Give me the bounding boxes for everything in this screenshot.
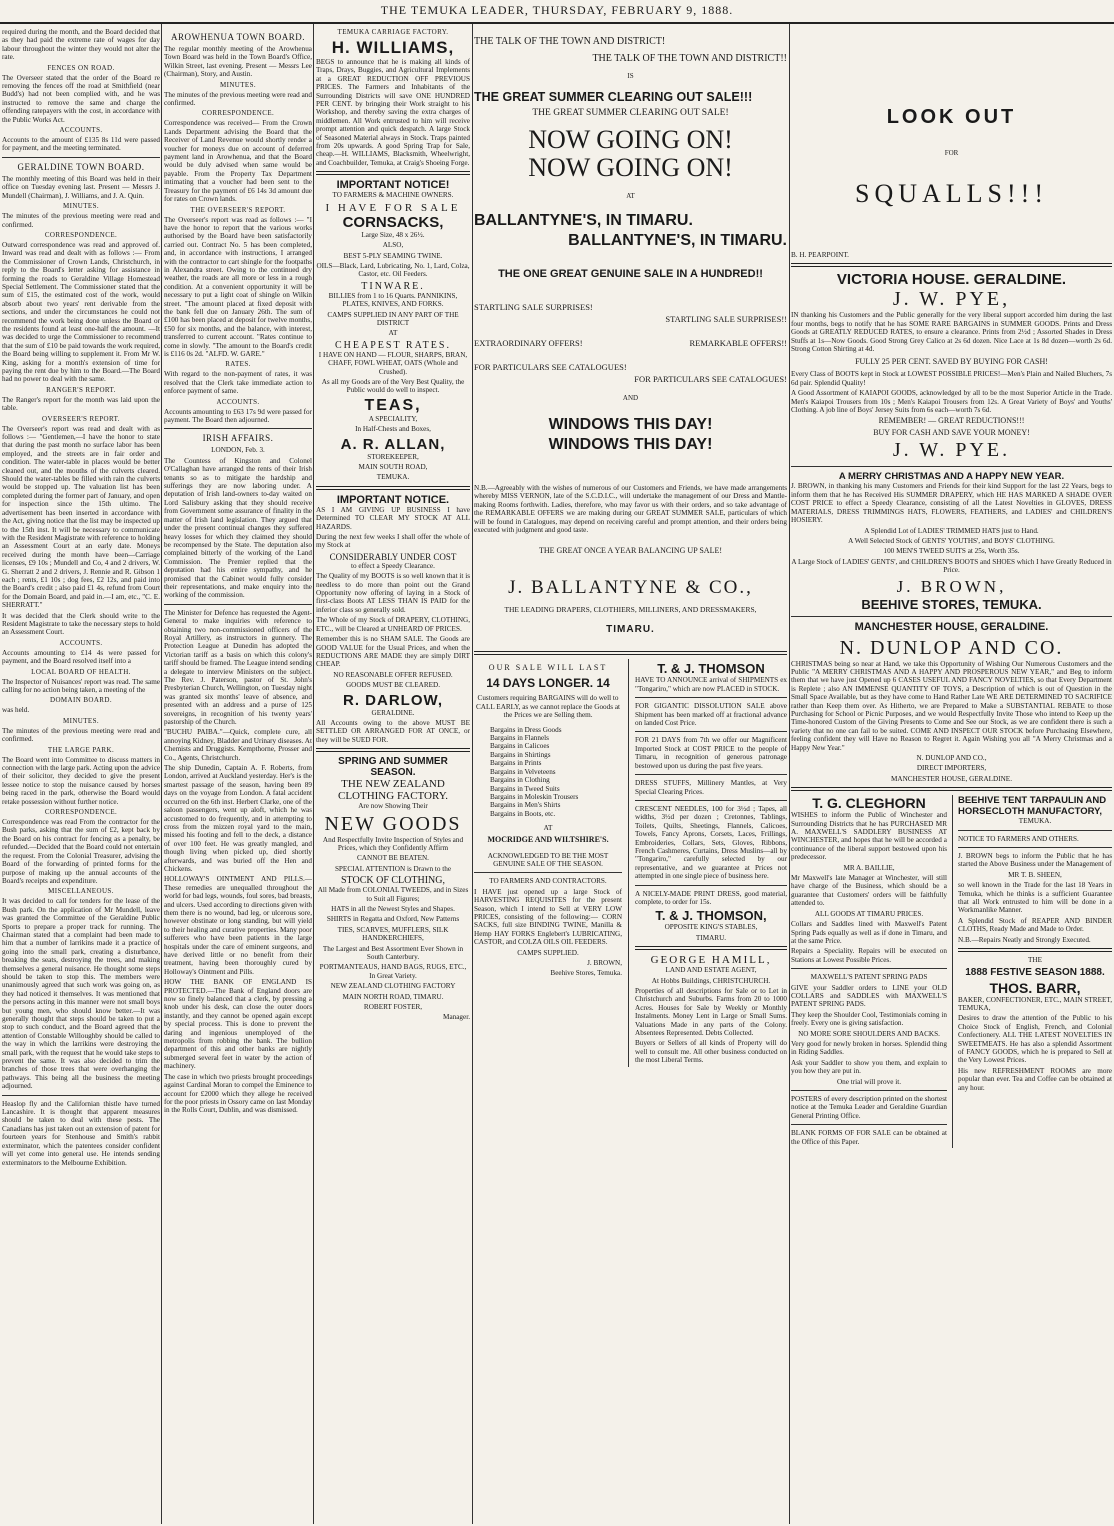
ad-text: All Accounts owing to the above MUST BE SETTLED OR ARRANGED FOR AT ONCE, or they will be SUED FOR. [316,718,470,744]
subheading: ACCOUNTS. [59,126,103,135]
ad-text: BEST 5-PLY SEAMING TWINE. [343,251,443,260]
ad-text: TIES, SCARVES, MUFFLERS, SILK HANDKERCHIEFS, [337,925,449,943]
ad-text: BAKER, CONFECTIONER, ETC., MAIN STREET, TEMUKA, [957,995,1112,1012]
ad-text: TEMUKA. [376,473,410,482]
paragraph: The Countess of Kingston and Colonel O'Callaghan have arranged the rents of their Irish tenants so as to mitigate the hardship and sufferings they are now laboring under. A deputation of Irish land-owners to-day waited on Lord Salisbury asking that they should receive from Government some assurance of finality in the matter of Irish land legislation. They argued that under the present continual changes they suffered heavy losses for which they claimed they should be recompensed by the State. The deputation also complained bitterly of the working of the Land Commission. The Premier replied that the deputation had his entire sympathy, and he promised that the Cabinet would fully consider their representations, and make enquiry into the working of the commission. [164,456,312,600]
ad-text: POSTERS of every description printed on the shortest notice at the Temuka Leader and Geraldine Guardian General Printing Office. [791,1095,947,1120]
ad-line: THE GREAT ONCE A YEAR BALANCING UP SALE! [538,546,723,556]
ad-text: TIMARU. [695,933,727,942]
ad-text: NO REASONABLE OFFER REFUSED. [333,670,453,679]
rule [635,731,787,732]
paragraph: HOLLOWAY'S OINTMENT AND PILLS.—These remedies are unequalled throughout the world for bad legs, wounds, foul sores, bad breasts, and ulcers. Used according to directions given with them there is no wound, bad leg, or ulcerous sore, however obstinate or long standing, but will yield to their healing and curative properties. Many poor sufferers who have been patients in the large hospitals under the care of eminent surgeons, and have derived little or no benefit from their treatment, having been thoroughly cured by Holloway's Ointment and Pills. [164,875,312,976]
subheading: ACCOUNTS. [59,638,103,647]
rule [635,697,787,698]
paragraph: The Overseer's report was read and dealt with as follows :— "Gentlemen,—I have the honor to state that during the past month no surface labor has been employed, and the streets are in fair order and condition. The water-table in places would be better cleaned out, and the mouths of the culverts cleared. Should the water-tables be filled with rain the culverts would be stopped up. The valuation list has been completed during the former part of January, and open for inspection since the 15th ultimo. The advertisement has been inserted in accordance with the Act, giving notice that the list may be inspected up to the 15th inst. It will be necessary to communicate with the Resident Magistrate with reference to holding an Assessment Court at an early date. Moneys received during the month have been—Carriage licenses, £9 10s ; Mundell and Co, 4 and 2 drivers, W. G. Sherratt 2 and 2 drivers, J. Rennie and R. Gibson 1 each ; rents, £1 10s ; dog fees, £2 12s, and paid into the Board's credit ; also paid £1 4s, refund from Court for the Domain Board, and paid in.—I am, etc., "C. E. SHERRATT." [2,424,160,610]
column-3 [316,28,470,1024]
list-item: Bargains in Tweed Suits [490,784,560,793]
ad-text: Are now Showing Their [358,802,428,811]
ad-line: THE TALK OF THE TOWN AND DISTRICT! [474,36,666,47]
ad-text: A Splendid Lot of LADIES' TRIMMED HATS just to Hand. [864,526,1039,535]
mocridge-ad [474,659,622,1066]
rule [635,946,787,950]
ad-title: J. W. PYE. [892,439,1011,462]
paragraph: The Minister for Defence has requested the Agent-General to make inquiries with reference to obtaining two non-commissioned officers of the Royal Artillery, as instructors in gunnery. The Protection League at Dunedin has adopted the Victorian tariff as a basis on which this colony's tariff should be framed. The League intend sending a delegate to interview Ministers on the subject. The Rev. J. Paterson, pastor of St. John's Presbyterian Church, Wellington, on Tuesday night was granted six months' leave of absence, and presented with an address and a purse of 125 sovereigns, in recognition of his twenty years' pastorship of the Church. [164,608,312,727]
ad-title: THE GREAT SUMMER CLEARING OUT SALE!!! [474,90,753,104]
ad-text: The Whole of my Stock of DRAPERY, CLOTHING, ETC., will be Cleared at UNHEARD OF PRICES. [316,616,470,633]
column-rule [313,24,314,1524]
bargain-list [490,726,622,818]
ad-text: Very good for newly broken in horses. Splendid thing in Riding Saddles. [791,1039,947,1057]
ad-text: NO MORE SORE SHOULDERS AND BACKS. [798,1029,940,1038]
ad-text: WISHES to inform the Public of Winchester and Surrounding Districts that he has PURCHASED MR A. MAXWELL'S SADDLERY BUSINESS AT WINCHESTER, and hopes that he will be accorded a continuance of the liberal support bestowed upon his predecessor. [791,811,947,862]
ad-text: Large Size, 48 x 26½. [361,230,425,239]
ad-heading: TEMUKA CARRIAGE FACTORY. [337,28,449,36]
ad-line: FULLY 25 PER CENT. SAVED BY BUYING FOR CASH! [855,357,1048,367]
rule [791,1124,947,1125]
ad-text: J. BROWN begs to inform the Public that he has started the Above Business under the Management of [957,852,1112,869]
ad-line: THE TALK OF THE TOWN AND DISTRICT!! [592,53,787,64]
ad-text: CONSIDERABLY UNDER COST [329,551,457,562]
rule [164,604,312,605]
ad-text: Every Class of BOOTS kept in Stock at LOWEST POSSIBLE PRICES!—Men's Plain and Nailed Bluchers, 7s 6d pair. Splendid Quality! [791,370,1112,387]
subheading: CORRESPONDENCE. [44,230,118,239]
ad-text: B. H. PEARPOINT. [791,251,849,259]
ad-text: A Well Selected Stock of GENTS' YOUTHS', and BOYS' CLOTHING. [848,536,1055,545]
ad-line: BUY FOR CASH AND SAVE YOUR MONEY! [873,428,1030,438]
ad-text: OPPOSITE KING'S STABLES, [664,923,758,932]
paragraph: The case in which two priests brought proceedings against Cardinal Moran to compel the Eminence to account for £2000 which they allege he received for the poor priests in Ossory came on last Monday in the Rolls Court, Dublin, and was dismissed. [164,1072,312,1115]
ad-text: DIRECT IMPORTERS, [916,764,987,773]
ad-line: STARTLING SALE SURPRISES!! [665,314,787,324]
masthead: THE TEMUKA LEADER, THURSDAY, FEBRUARY 9, 1888. [0,0,1114,24]
rule [474,651,787,655]
rule [958,948,1112,952]
ad-title: STOCK OF CLOTHING, [341,875,445,887]
ad-title: WINDOWS THIS DAY! [548,436,713,453]
column-rule [952,795,953,1148]
list-item: Bargains in Shirtings [490,750,551,759]
ad-title: BEEHIVE STORES, TEMUKA. [861,596,1042,612]
ad-text: All Made from COLONIAL TWEEDS, and in Sizes to Suit all Figures; [317,886,469,903]
list-item: Bargains in Calicoes [490,742,550,751]
ad-text: TO FARMERS & MACHINE OWNERS. [332,191,454,200]
subheading: CORRESPONDENCE. [44,808,118,817]
ad-text: The Quality of my BOOTS is so well known that it is needless to do more than point out the Grand Opportunity now offering of laying in a Stock of first-class Boots AT LESS THAN IS PAID for the inferior class so generally sold. [316,572,470,614]
ad-text: MR A. BAILLIE, [843,863,895,872]
paragraph: The minutes of the previous meeting were read and confirmed. [164,90,312,108]
ad-line: IS [627,72,634,80]
ad-line: STARTLING SALE SURPRISES! [474,302,593,312]
rule [316,486,470,490]
ad-title: LOOK OUT [886,106,1017,128]
split-row [474,659,787,1066]
rule [791,616,1112,617]
subheading: DOMAIN BOARD. [50,696,112,705]
ad-text: GOODS MUST BE CLEARED. [345,681,441,690]
ad-title: BEEHIVE TENT TARPAULIN AND HORSECLOTH MANUFACTORY, [957,795,1107,818]
rule [474,872,622,873]
paragraph: The monthly meeting of this Board was held in their office on Tuesday evening last. Present — Messrs J. Mundell (Chairman), J. Williams, and J. A. Quin. [2,174,160,200]
ad-title: NOW GOING ON! [528,125,733,154]
rule [2,157,160,158]
ad-title: A MERRY CHRISTMAS AND A HAPPY NEW YEAR. [838,471,1065,483]
ad-text: They keep the Shoulder Cool, Testimonials coming in freely. Every one is giving satisfaction. [791,1010,947,1028]
ad-text: OILS—Black, Lard, Lubricating, No. 1, Lard, Colza, Castor, etc. Oil Feeders. [316,261,470,279]
ad-title: N. DUNLOP AND CO. [839,636,1064,659]
ad-title: T. & J. THOMSON [657,661,765,677]
paragraph: Correspondence was received— From the Crown Lands Department advising the Board that the Receiver of Land Revenue would shortly render a voucher for moneys due on account of deferred payment land in Arowhenua, and that the Board would be duly advised when same would be payable. From the Property Tax Department intimating that a voucher had been sent to the Treasury for the payment of £6 14s 3d amount due for rates on Crown lands. [164,119,312,204]
rule [316,171,470,175]
ad-title: MOCRIDGE AND WILTSHIRE'S. [487,834,609,844]
ad-text: FOR 21 DAYS from 7th we offer our Magnificent Imported Stock at COST PRICE to the people of Timaru, in recognition of generous patronage bestowed upon us during the past five years. [635,736,787,770]
ad-text: N. DUNLOP AND CO., [916,754,987,762]
rule [958,830,1112,831]
ad-title: 14 DAYS LONGER. 14 [486,676,610,691]
ad-text: A Large Stock of LADIES' GENTS', and CHILDREN'S BOOTS and SHOES which I have Greatly Reduced in Price. [791,557,1112,575]
ad-text: Manager. [443,1013,470,1022]
list-item: Bargains in Velveteens [490,767,556,776]
column-rule [789,24,790,1524]
ad-text: I HAVE ON HAND — FLOUR, SHARPS, BRAN, CHAFF, FOWL WHEAT, OATS (Whole and Crushed). [318,350,468,376]
ad-text: MANCHESTER HOUSE, GERALDINE. [891,774,1012,783]
ad-text: During the next few weeks I shall offer the whole of my Stock at [316,533,470,550]
column-4 [474,28,787,1067]
column-5 [791,28,1112,1148]
paragraph: The Ranger's report for the month was laid upon the table. [2,395,160,413]
paragraph: The ship Dunedin, Captain A. F. Roberts, from London, arrived at Auckland yesterday. Her's is the smartest passage of the season, having been 89 days on the voyage from London. A fatal accident occurred on the 6th inst. Herbert Clarke, one of the saloon passengers, went up aloft, which he was accustomed to do frequently, and in attempting to cross from the mizzen royal yard to the main, missed his footing and fell to the deck, a distance of over 100 feet. He was greatly mangled, and though living when picked up, died shortly afterwards, and was buried off the Hen and Chickens. [164,764,312,873]
ad-text: DRESS STUFFS, Millinery Mantles, at Very Special Clearing Prices. [635,779,787,796]
rule [791,466,1112,467]
rule [164,428,312,429]
column-rule [161,24,162,1524]
ad-text: MR T. B. SHEEN, [1008,870,1062,879]
rule [635,774,787,775]
ad-title: NEW GOODS [324,812,462,835]
subheading: MINUTES. [219,80,257,89]
rule [635,885,787,886]
ad-text: BLANK FORMS OF FOR SALE can be obtained at the Office of this Paper. [791,1129,947,1146]
list-item: Bargains in Boots, etc. [490,809,556,818]
ad-line: THE LEADING DRAPERS, CLOTHIERS, MILLINERS, AND DRESSMAKERS, [504,605,757,615]
ad-text: AT [543,824,553,833]
subheading: RANGER'S REPORT. [46,385,116,394]
list-item: Bargains in Dress Goods [490,725,562,734]
ad-text: MAIN NORTH ROAD, TIMARU. [342,992,444,1001]
ad-text: Desires to draw the attention of the Public to his Choice Stock of English, French, and Colonial Confectionery. ALL THE LATEST NOVELTIES IN SWEETMEATS. He has also a splendid Assortment of FANCY GOODS, which he is prepared to Sell at the Very Lowest Prices. [957,1014,1112,1065]
rule [791,1090,947,1091]
ad-text: BEGS to announce that he is making all kinds of Traps, Drays, Buggies, and Agricultural Implements at a GREAT REDUCTION OFF PREVIOUS PRICES. The Farmers and Inhabitants of the Surrounding Districts will save ONE HUNDRED PER CENT. by bringing their Work straight to his Workshop, and thereby saving the extra charges of middlemen. All Work entrusted to him will receive prompt attention and quick despatch. A large Stock of Seasoned Material always in Stock. Traps painted from 20s upwards. A good Spring Trap for Sale, cheap.—H. WILLIAMS, Blacksmith, Wheelwright, and Coachbuilder, Temuka, at Craig's Shoeing Forge. [316,58,470,167]
ad-title: J. W. PYE, [892,288,1011,311]
column-rule [472,24,473,1524]
ad-title: THE ONE GREAT GENUINE SALE IN A HUNDRED!! [498,268,763,280]
paragraph: Outward correspondence was read and approved of. Inward was read and dealt with as follows :— From the Commissioner of Crown Lands, Christchurch, in reply to the Board's letter asking for assistance in forming the roads to Geraldine Village Homestead Special Settlement. The Commissioner stated that the sum of £15, the estimated cost of the work, would absorb about two years' rent derivable from the sections, and under the circumstances he could not recommend the work being done unless the Board or the residents found at least one-half the amount. —It was decided to urge the Commissioner to recommend that the sum of £10 be paid towards the work required, the Board being willing to supplement it. From Mr W. King, asking for a month's extension of time for paying the rent due by him to the Board.—The Board had no power to deal with the same. [2,240,160,384]
article-title: GERALDINE TOWN BOARD. [17,161,145,172]
ad-text: CAMPS SUPPLIED. [517,948,579,957]
tent-ad [958,795,1112,1148]
ad-text: CRESCENT NEEDLES, 100 for 3½d ; Tapes, all widths, 3½d per dozen ; Cretonnes, Tablings, Toilets, Quilts, Sheetings, Flannels, Calicoes, Towels, Fancy Aprons, Corsets, Laces, Frillings, Embroideries, Collars, Sets, Gloves, Ribbons, French Cashmeres, Curtains, Dress Muslins—all by "Tongariro," carefully selected by our representative, and we guarantee at Prices not attempted in one single piece of business here. [635,804,787,881]
ad-text: Customers requiring BARGAINS will do well to CALL EARLY, as we cannot replace the Goods at the Prices we are Selling them. [476,694,621,720]
ad-text: so well known in the Trade for the last 18 Years in Temuka, which he thinks is a sufficient Guarantee that all Work entrusted to him will be done in a Workmanlike Manner. [957,881,1112,915]
split-row [791,795,1112,1148]
subheading: THE OVERSEER'S REPORT. [190,205,286,214]
ad-text: Collars and Saddles lined with Maxwell's Patent Spring Pads equally as well as if done in Timaru, and at the same Price. [791,920,947,945]
ad-text: CHRISTMAS being so near at Hand, we take this Opportunity of Wishing Our Numerous Customers and the Public "A MERRY CHRISTMAS AND A HAPPY AND PROSPEROUS NEW YEAR," and Beg to inform them that we have just Opened up 6 CASES USEFUL AND FANCY NOVELTIES, so that Every Department is Replete ; also AN IMMENSE QUANTITY OF TOYS, a Description of which is out of Question in the Small Space Available, but as they have come to Hand Rather Late WE ARE DETERMINED TO SACRIFICE rather than Keep them over. As Hitherto, we are Prepared to Make a SUBSTANTIAL REBATE to those Purchasing for School or Picnic Purposes, and we would Respectfully Invite Those who intend to Keep up the Time-honored Custom of the Giving Presents to Come and See our Stock, as we are confident there is such a variety that no one can fail to be suited. COME AND INSPECT OUR STOCK before Purchasing Elsewhere, feeling confident they will Have no Reason to Regret it. Again Wishing you all "A Merry Christmas and a Happy New Year." [791,659,1112,752]
ad-text: CANNOT BE BEATEN. [357,854,429,863]
ad-title: NOW GOING ON! [528,153,733,182]
ad-title: TIMARU. [606,624,655,636]
ad-title: T. G. CLEGHORN [812,795,926,812]
cleghorn-ad [791,795,947,1148]
paragraph: The regular monthly meeting of the Arowhenua Town Board was held in the Town Board's Office, Wilkin Street, last evening. Present — Messrs Lee (Chairman), Story, and Austin. [164,45,312,79]
ad-text: GIVE your Saddler orders to LINE your OLD COLLARS and SADDLES with MAXWELL'S PATENT SPRING PADS. [791,983,947,1009]
subheading: MISCELLANEOUS. [48,887,114,896]
ad-title: TEAS, [364,396,422,414]
paragraph: "BUCHU PAIBA."—Quick, complete cure, all annoying Kidney, Bladder and Urinary diseases. At Chemists and Druggists. Kempthorne, Prosser and Co., Agents, Christchurch. [164,728,312,762]
ad-text: EXTRAORDINARY OFFERS! [474,338,583,348]
ad-line: FOR PARTICULARS SEE CATALOGUES! [474,362,627,372]
paragraph: The minutes of the previous meeting were read and confirmed. [2,726,160,744]
ad-text: Remember this is no SHAM SALE. The Goods are GOOD VALUE for the Usual Prices, and when the REDUCTIONS ARE MADE they are simply DIRT CHEAP. [316,635,470,669]
paragraph: Heaslop fly and the Californian thistle have turned Lancashire. It is thought that apparent measures should be taken to deal with these pests. The Canadians has just taken out an extension of patent for fourteen years for Stenhouse and Smith's rabbit exterminator, which the patentees consider confident will yet come into general use. He intends sending exterminators to the Melbourne Exhibition. [2,1099,160,1167]
column-1 [2,28,160,1169]
ad-title: CORNSACKS, [342,213,444,231]
rule [2,1095,160,1096]
ad-text: MAIN SOUTH ROAD, [358,463,428,471]
ad-line: OUR SALE WILL LAST [488,663,608,673]
ad-text: Beehive Stores, Temuka. [550,969,623,978]
ad-text: J. BROWN, [587,959,623,967]
ad-text: PORTMANTEAUS, HAND BAGS, RUGS, ETC., In Great Variety. [319,963,467,980]
ad-title: WINDOWS THIS DAY! [548,416,713,433]
ad-text: LAND AND ESTATE AGENT, [665,966,757,975]
ad-text: HATS in all the Newest Styles and Shapes. [331,905,455,913]
ad-line: FOR PARTICULARS SEE CATALOGUES! [634,374,787,384]
paragraph: The Inspector of Nuisances' report was read. The same calling for no action being taken, a meeting of the [2,677,160,694]
ad-line: AT [626,192,635,200]
ad-line: AND [622,394,639,402]
list-item: Bargains in Flannels [490,734,549,743]
ad-text: Repairs a Speciality. Repairs will be executed on Stations at Lowest Possible Prices. [791,947,947,964]
ad-text: 100 MEN'S TWEED SUITS at 25s, Worth 35s. [883,547,1020,556]
ad-text: GERALDINE. [371,708,415,717]
paragraph: HOW THE BANK OF ENGLAND IS PROTECTED.—The Bank of England doors are now so finely balanced that a clerk, by pressing a knob under his desk, can close the outer doors instantly, and they cannot be opened again except by special process. This is done to prevent the daring and ingenious unemployed of the metropolis from robbing the bank. The bullion department of this and other banks are nightly submerged several feet in water by the action of machinery. [164,978,312,1071]
rule [791,968,947,969]
ad-title: J. BALLANTYNE & CO., [508,577,753,599]
article-title: AROWHENUA TOWN BOARD. [171,32,305,42]
ad-text: The Largest and Best Assortment Ever Shown in South Canterbury. [322,944,464,962]
ad-title: MANCHESTER HOUSE, GERALDINE. [854,620,1049,633]
ad-text: His new REFRESHMENT ROOMS are more popular than ever. Tea and Coffee can be obtained at any hour. [957,1066,1112,1092]
ad-text: FOR GIGANTIC DISSOLUTION SALE above Shipment has been marked off at fractional advance on landed Cost Price. [635,702,787,728]
paragraph: The Overseer stated that the order of the Board re removing the fences off the road at Smithfield (near Budd's) had not been complied with, and he was instructed to remove the same and charge the offending ratepayers with the cost, in accordance with the Public Works Act. [2,73,160,124]
list-item: Bargains in Moleskin Trousers [490,792,579,801]
paragraph: It was decided to call for tenders for the lease of the Bush park. On the application of Mr Mundell, leave was granted the Committee of the Geraldine Public Sports to prepare a proper track for running. The Chairman stated that a complaint had been made to him that a number of larrikins made it a practice of going into the small park, creating a disturbance, breaking the seats, destroying the trees, and making themselves a general nuisance. He thought some steps should be taken to stop this. The members were unanimously agreed that such work was going on, as they had noticed it themselves. It was mentioned that the persons acting in this manner were not small boys but young men, who should know better.—It was generally thought that steps should be taken to put a stop to such conduct, and the Board agreed that the attention of Constable Willoughby should be called to the way in which the larrikins were destroying the small park, with the request that he would take steps to prevent the same. It was also decided to trim the branches of those trees that were overhanging the pathways. This being all the business the meeting adjourned. [2,897,160,1091]
paragraph: The minutes of the previous meeting were read and confirmed. [2,212,160,229]
ad-text: A Splendid Stock of REAPER AND BINDER CLOTHS, Ready Made and Made to Order. [957,916,1112,934]
ad-title: BALLANTYNE'S, IN TIMARU. [568,232,787,249]
ad-text: N.B.—Agreeably with the wishes of numerous of our Customers and Friends, we have made arrangements whereby MISS VERNON, late of the S.C.D.I.C., will undertake the management of our Dress and Mantle-making Rooms forthwith. Ladies, therefore, who may favor us with their orders, and so take advantage of the REMARKABLE OFFERS we are making during our GREAT SUMMER SALE, particulars of which will be found in Catalogues, may depend on receiving careful and prompt attention, and their orders being executed with judgment and good taste. [474,484,787,535]
ad-text: SHIRTS in Regatta and Oxford, New Patterns [326,915,460,924]
subheading: MINUTES. [62,202,100,211]
list-item: Bargains in Prints [490,759,542,768]
ad-text: I HAVE FOR SALE [325,201,461,214]
list-item: Bargains in Clothing [490,776,550,785]
ad-title: R. DARLOW, [343,691,443,709]
ad-title: H. WILLIAMS, [331,38,455,57]
ad-line: FOR [944,149,959,157]
ad-title: 1888 FESTIVE SEASON 1888. [965,966,1105,978]
ad-text: to effect a Speedy Clearance. [351,561,435,570]
paragraph: Accounts amounting to £63 17s 9d were passed for payment. The Board then adjourned. [164,407,312,425]
ad-text: J. BROWN, in thanking his many Customers and Friends for their kind Support for the last 22 Years, begs to inform them that he has Received His SUMMER DRAPERY, which HE HAS MARKED A SHADE OVER COST PRICE to effect a Speedy Clearance, consisting of all the Latest Novelties in GLOVES, DRESS MATERIALS, DRESS TRIMMINGS HATS, FLOWERS, FEATHERS, and LADIES' and CHILDREN'S HOSIERY. [791,482,1112,525]
subheading: ACCOUNTS. [216,397,260,406]
ad-title: A. R. ALLAN, [340,435,446,453]
ad-text: A SPECIALITY, [368,414,418,423]
paragraph: Accounts to the amount of £135 8s 11d were passed for payment, and the meeting terminated. [2,136,160,153]
ad-title: T. & J. THOMSON, [655,908,767,924]
rule [635,800,787,801]
rule [316,748,470,752]
ad-text: SPECIAL ATTENTION is Drawn to the [334,864,452,873]
ad-text: AS I AM GIVING UP BUSINESS I have Determined TO CLEAR MY STOCK AT ALL HAZARDS. [316,505,470,531]
subheading: RATES. [225,360,251,369]
ad-text: N.B.—Repairs Neatly and Strongly Executed. [957,935,1091,944]
ad-line: THE GREAT SUMMER CLEARING OUT SALE! [532,108,729,118]
paragraph: The Overseer's report was read as follows :— "I have the honor to report that the various works authorised by the Board have been satisfactorily carried out. Contract No. 5 has been completed, and, in accordance with instructions, I arranged with the contractor to cart shingle for the footpaths in Alexandra street. Owing to the continued dry weather, the roads are all more or less in a rough condition. At a convenient opportunity it will be necessary to put a light coat of shingle on Wilkin street. "The amount placed at fixed deposit with the bank fell due on January 26th. The sum of £100 has been placed at deposit for twelve months, £50 for six months, and the balance, with interest, transferred to current account. "Rates continue to come in slowly. "The amount to the Board's credit is £116 0s 2d. "ALFD. W. GARE." [164,215,312,358]
rule [958,847,1112,848]
ad-text: A Good Assortment of KAIAPOI GOODS, acknowledged by all to be the most Superior Article in the Trade. Men's Kaiapoi Trousers from 10s ; Men's Kaiapoi Trousers from 12s. A Great Variety of Boys' and Youths' Clothing. A job line of Boys' Jersey Suits from 6s each—worth 7s 6d. [791,389,1112,415]
ad-text: HAVE TO ANNOUNCE arrival of SHIPMENTS ex "Tongariro," which are now PLACED in STOCK. [635,676,787,693]
subheading: FENCES ON ROAD. [47,63,115,72]
ad-text: IN thanking his Customers and the Public generally for the very liberal support accorded him during the last four months, begs to notify that he has SOME RARE BARGAINS in SUMMER GOODS. Prints and Dress Goods at GREATLY REDUCED RATES, to ensure a clearance. Prints from 2½d ; Assorted Shades in Dress Stuffs at 1s—Now Goods. Good Strong Grey Calico at 2s 6d dozen. Nice Lace at 1s 8d dozen—worth 2s 6d. Strong Cotton Shirting at 4d. [791,311,1112,354]
ad-text: I HAVE just opened up a large Stock of HARVESTING REQUISITES for the present Season, which I intend to Sell at VERY LOW PRICES, consisting of the following:— CORN SACKS, full size BINDING TWINE, Manilla & Hemp HAY FORKS Englebert's LUBRICATING, CASTOR, and COLZA OILS OIL FEEDERS. [474,887,623,947]
ad-title: BALLANTYNE'S, IN TIMARU. [474,212,693,229]
ad-text: ACKNOWLEDGED TO BE THE MOST GENUINE SALE OF THE SEASON. [487,851,609,868]
ad-title: SPRING AND SUMMER SEASON. [338,756,448,779]
ad-text: Buyers or Sellers of all kinds of Property will do well to consult me. All other business conducted on the most Liberal Terms. [635,1039,787,1065]
ad-text: A NICELY-MADE PRINT DRESS, good material, complete, to order for 15s. [635,889,787,906]
ad-text: ROBERT FOSTER, [363,1003,423,1012]
ad-text: TINWARE. [361,280,425,292]
ad-line: REMEMBER! — GREAT REDUCTIONS!!! [878,416,1025,426]
ad-text: STOREKEEPER, [367,452,419,461]
ad-text: CHEAPEST RATES. [335,339,451,351]
ad-text: AT [388,329,398,338]
column-2 [164,28,312,1117]
ad-text: At Hobbs Buildings, CHRISTCHURCH. [651,976,771,985]
ad-text: CAMPS SUPPLIED IN ANY PART OF THE DISTRICT [327,310,459,327]
ad-text: ALSO, [382,241,404,250]
subheading: MINUTES. [62,716,100,725]
ad-text: TEMUKA. [1018,817,1052,826]
paragraph: It was decided that the Clerk should write to the Resident Magistrate to take the necessary steps to hold an Assessment Court. [2,611,160,637]
subheading: LOCAL BOARD OF HEALTH. [31,667,131,676]
subheading: CORRESPONDENCE. [201,109,275,118]
ad-text: MAXWELL'S PATENT SPRING PADS [810,973,928,982]
column-rule [628,659,629,1066]
ad-text: And Respectfully Invite Inspection of Styles and Prices, which they Confidently Affirm [322,835,464,852]
paragraph: required during the month, and the Board decided that as they had paid the extreme rate of wages for day labour throughout the winter they would not alter the rate. [2,28,160,62]
ad-text: Properties of all descriptions for Sale or to Let in Christchurch and Suburbs. Farms from 20 to 1000 Acres. Houses for Sale by Weekly or Monthly Instalments. Money Lent in Large or Small Sums. Valuations Made in any parts of the Colony. Absentees Represented. Debts Collected. [635,987,787,1038]
ad-text: REMARKABLE OFFERS!! [689,338,787,348]
ad-text: NEW ZEALAND CLOTHING FACTORY [330,982,456,991]
ad-text: NOTICE TO FARMERS AND OTHERS. [957,834,1079,843]
paragraph: The Board went into Committee to discuss matters in connection with the large park. Acting upon the advice of their solicitor, they decided to give the present lessee notice to stop the nuisance caused by horses being raced in the park, otherwise the Board would retake possession without further notice. [2,755,160,806]
list-item: Bargains in Men's Shirts [490,801,561,810]
ad-title: IMPORTANT NOTICE. [336,493,450,506]
ad-text: THE [1028,956,1042,965]
ad-title: THE NEW ZEALAND CLOTHING FACTORY. [337,778,449,803]
paragraph: was held. [2,706,30,715]
ad-title: J. BROWN, [896,576,1007,596]
ad-line [474,338,787,348]
ad-title: THOS. BARR, [989,979,1081,996]
ad-text: BILLIES from 1 to 16 Quarts. PANNIKINS, PLATES, KNIVES, AND FORKS. [328,291,458,309]
subheading: OVERSEER'S REPORT. [42,414,120,423]
article-title: IRISH AFFAIRS. [202,433,274,444]
ad-text: Mr Maxwell's late Manager at Winchester, will still have charge of the Business, which should be a guarantee that Customers' orders will be faithfully attended to. [791,874,947,908]
paragraph: Correspondence was read From the contractor for the Bush parks, asking that the sum of £2, kept back by the Board on his contract for fencing as a penalty, be refunded.—Decided that the Board could not entertain the request. From the Colonial Treasurer, advising the Board of the forwarding of printed forms for the purpose of making up the annual accounts of the Board's receipts and expenditure. [2,818,160,885]
ad-title: VICTORIA HOUSE. GERALDINE. [836,271,1067,289]
ad-text: One trial will prove it. [836,1077,902,1086]
thomson-ad [635,659,787,1066]
subheading: THE LARGE PARK. [47,745,115,754]
ad-text: TO FARMERS AND CONTRACTORS. [489,877,607,886]
ad-title: GEORGE HAMILL, [650,954,772,967]
ad-text: Ask your Saddler to show you them, and explain to you how they are put in. [791,1058,947,1076]
ad-text: ALL GOODS AT TIMARU PRICES. [814,909,924,918]
ad-text: In Half-Chests and Boxes, [355,425,431,434]
ad-text: As all my Goods are of the Very Best Quality, the Public would do well to inspect. [321,377,465,395]
paragraph: With regard to the non-payment of rates, it was resolved that the Clerk take immediate action to enforce payment of same. [164,370,312,396]
rule [791,787,1112,791]
ad-title: SQUALLS!!! [855,179,1048,208]
dateline: LONDON, Feb. 3. [211,446,265,455]
rule [791,263,1112,267]
paragraph: Accounts amounting to £14 4s were passed for payment, and the Board resolved itself into a [2,648,160,666]
ad-title: IMPORTANT NOTICE! [336,179,450,192]
